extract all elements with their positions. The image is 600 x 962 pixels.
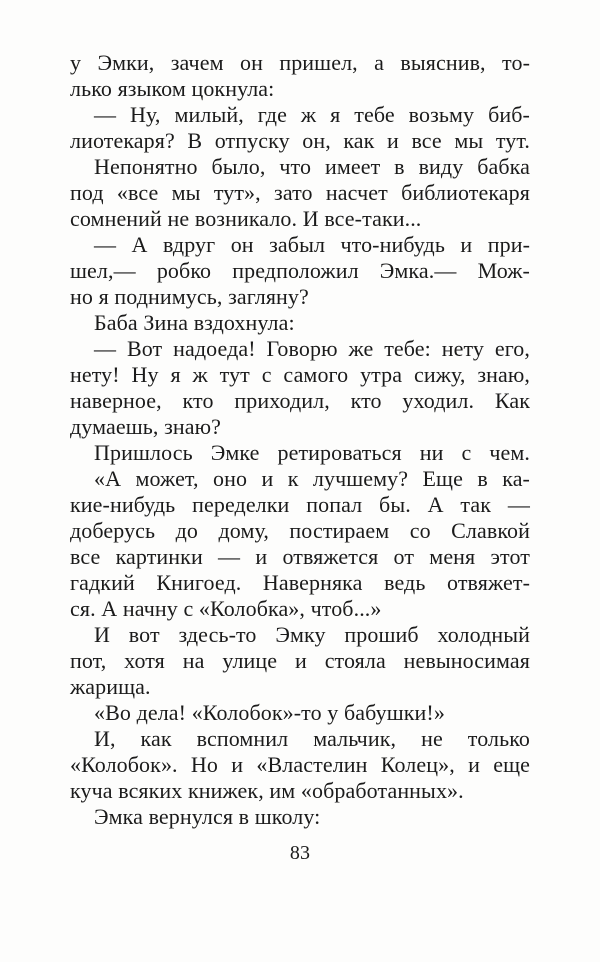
- text-line: все картинки — и отвяжется от меня этот: [70, 544, 530, 569]
- text-line: шел,— робко предположил Эмка.— Мож-: [70, 258, 530, 283]
- text-line: лиотекаря? В отпуску он, как и все мы тут.: [70, 128, 530, 153]
- text-line: но я поднимусь, загляну?: [70, 284, 309, 309]
- text-line: кие-нибудь переделки попал бы. А так —: [70, 492, 530, 517]
- text-line: куча всяких книжек, им «обработанных».: [70, 778, 464, 803]
- text-line: гадкий Книгоед. Наверняка ведь отвяжет-: [70, 570, 530, 595]
- text-line: лько языком цокнула:: [70, 76, 275, 101]
- text-line: «Колобок». Но и «Властелин Колец», и еще: [70, 752, 530, 777]
- text-line: у Эмки, зачем он пришел, а выяснив, то-: [70, 50, 530, 75]
- text-line: — Ну, милый, где ж я тебе возьму биб-: [94, 102, 530, 127]
- text-line: И вот здесь-то Эмку прошиб холодный: [94, 622, 530, 647]
- text-column: [70, 50, 530, 866]
- text-line: жарища.: [70, 674, 151, 699]
- text-line: «Во дела! «Колобок»-то у бабушки!»: [94, 700, 445, 725]
- text-line: Пришлось Эмке ретироваться ни с чем.: [94, 440, 530, 465]
- text-line: доберусь до дому, постираем со Славкой: [70, 518, 530, 543]
- text-line: Непонятно было, что имеет в виду бабка: [94, 154, 530, 179]
- text-line: Баба Зина вздохнула:: [94, 310, 295, 335]
- text-line: нету! Ну я ж тут с самого утра сижу, знаю,: [70, 362, 530, 387]
- page-number: 83: [289, 842, 311, 864]
- text-line: — Вот надоеда! Говорю же тебе: нету его,: [94, 336, 530, 361]
- text-line: И, как вспомнил мальчик, не только: [94, 726, 530, 751]
- text-line: пот, хотя на улице и стояла невыносимая: [70, 648, 530, 673]
- text-line: Эмка вернулся в школу:: [94, 804, 321, 829]
- text-line: сомнений не возникало. И все-таки...: [70, 206, 422, 231]
- text-line: «А может, оно и к лучшему? Еще в ка-: [94, 466, 530, 491]
- text-line: ся. А начну с «Колобка», чтоб...»: [70, 596, 382, 621]
- text-line: наверное, кто приходил, кто уходил. Как: [70, 388, 530, 413]
- text-line: думаешь, знаю?: [70, 414, 222, 439]
- text-line: под «все мы тут», зато насчет библиотекаря: [70, 180, 530, 205]
- text-line: — А вдруг он забыл что-нибудь и при-: [94, 232, 530, 257]
